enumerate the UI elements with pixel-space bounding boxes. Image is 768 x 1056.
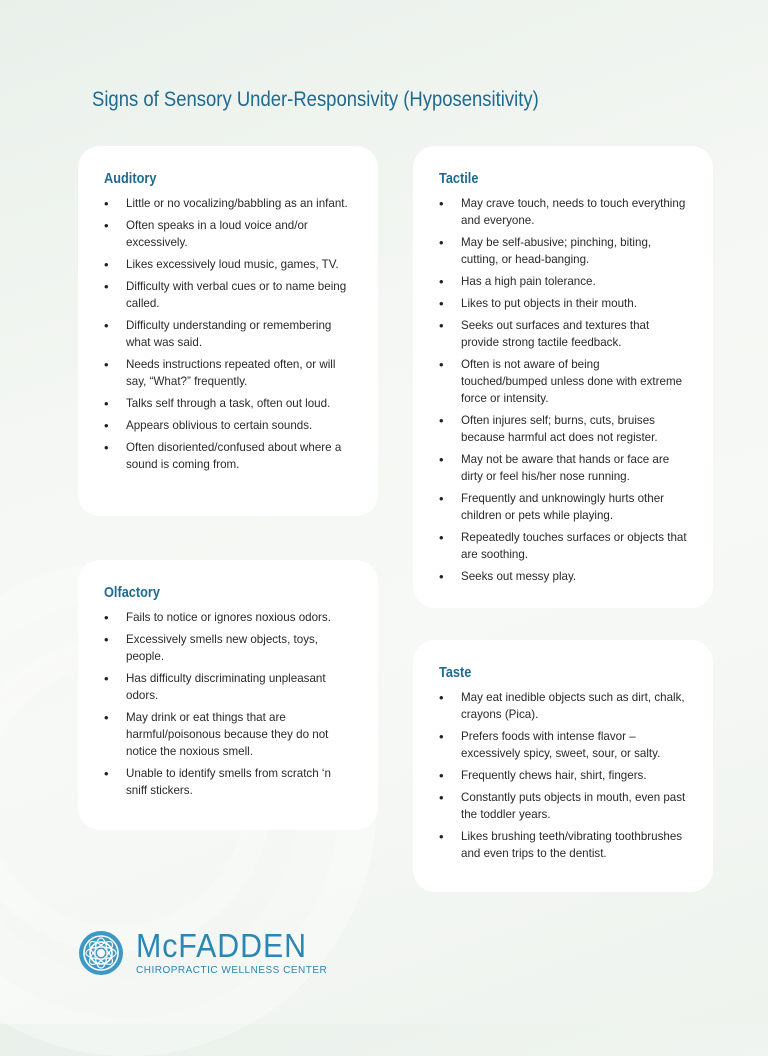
tactile-heading: Tactile	[439, 170, 479, 187]
list-item: • Constantly puts objects in mouth, even past the toddler years.	[439, 789, 687, 823]
list-item: • May be self-abusive; pinching, biting, cutting, or head-banging.	[439, 234, 687, 268]
list-item: • May not be aware that hands or face are dirty or feel his/her nose running.	[439, 451, 687, 485]
mandala-logo-icon	[78, 930, 124, 976]
list-item: • Needs instructions repeated often, or will say, “What?” frequently.	[104, 356, 352, 390]
tactile-card	[413, 146, 713, 608]
list-item: • Often is not aware of being touched/bumped unless done with extreme force or intensity.	[439, 356, 687, 407]
list-item: • Talks self through a task, often out loud.	[104, 395, 352, 412]
list-item: • Has difficulty discriminating unpleasant odors.	[104, 670, 352, 704]
auditory-card	[78, 146, 378, 516]
list-item: • May eat inedible objects such as dirt, chalk, crayons (Pica).	[439, 689, 687, 723]
page-title: Signs of Sensory Under-Responsivity (Hyposensitivity)	[92, 88, 539, 111]
list-item: • Likes to put objects in their mouth.	[439, 295, 687, 312]
logo-name: McFADDEN	[136, 926, 307, 964]
list-item: • May drink or eat things that are harmful/poisonous because they do not notice the noxious smell.	[104, 709, 352, 760]
list-item: • Appears oblivious to certain sounds.	[104, 417, 352, 434]
list-item: • Often disoriented/confused about where a sound is coming from.	[104, 439, 352, 473]
list-item: • Difficulty understanding or remembering what was said.	[104, 317, 352, 351]
list-item: • Often speaks in a loud voice and/or excessively.	[104, 217, 352, 251]
list-item: • Fails to notice or ignores noxious odors.	[104, 609, 352, 626]
list-item: • Excessively smells new objects, toys, people.	[104, 631, 352, 665]
olfactory-heading: Olfactory	[104, 584, 160, 601]
auditory-list	[104, 195, 352, 473]
list-item: • Little or no vocalizing/babbling as an infant.	[104, 195, 352, 212]
taste-heading: Taste	[439, 664, 472, 681]
auditory-heading: Auditory	[104, 170, 157, 187]
list-item: • May crave touch, needs to touch everything and everyone.	[439, 195, 687, 229]
olfactory-card	[78, 560, 378, 830]
list-item: • Likes brushing teeth/vibrating toothbrushes and even trips to the dentist.	[439, 828, 687, 862]
list-item: • Frequently chews hair, shirt, fingers.	[439, 767, 687, 784]
list-item: • Prefers foods with intense flavor – excessively spicy, sweet, sour, or salty.	[439, 728, 687, 762]
list-item: • Unable to identify smells from scratch ‘n sniff stickers.	[104, 765, 352, 799]
olfactory-list	[104, 609, 352, 799]
tactile-list	[439, 195, 687, 585]
list-item: • Has a high pain tolerance.	[439, 273, 687, 290]
logo-subtitle: CHIROPRACTIC WELLNESS CENTER	[136, 964, 328, 976]
list-item: • Likes excessively loud music, games, TV.	[104, 256, 352, 273]
list-item: • Repeatedly touches surfaces or objects that are soothing.	[439, 529, 687, 563]
list-item: • Seeks out surfaces and textures that provide strong tactile feedback.	[439, 317, 687, 351]
list-item: • Difficulty with verbal cues or to name being called.	[104, 278, 352, 312]
list-item: • Often injures self; burns, cuts, bruises because harmful act does not register.	[439, 412, 687, 446]
taste-card	[413, 640, 713, 892]
taste-list	[439, 689, 687, 862]
list-item: • Frequently and unknowingly hurts other children or pets while playing.	[439, 490, 687, 524]
list-item: • Seeks out messy play.	[439, 568, 687, 585]
company-logo	[78, 926, 328, 976]
